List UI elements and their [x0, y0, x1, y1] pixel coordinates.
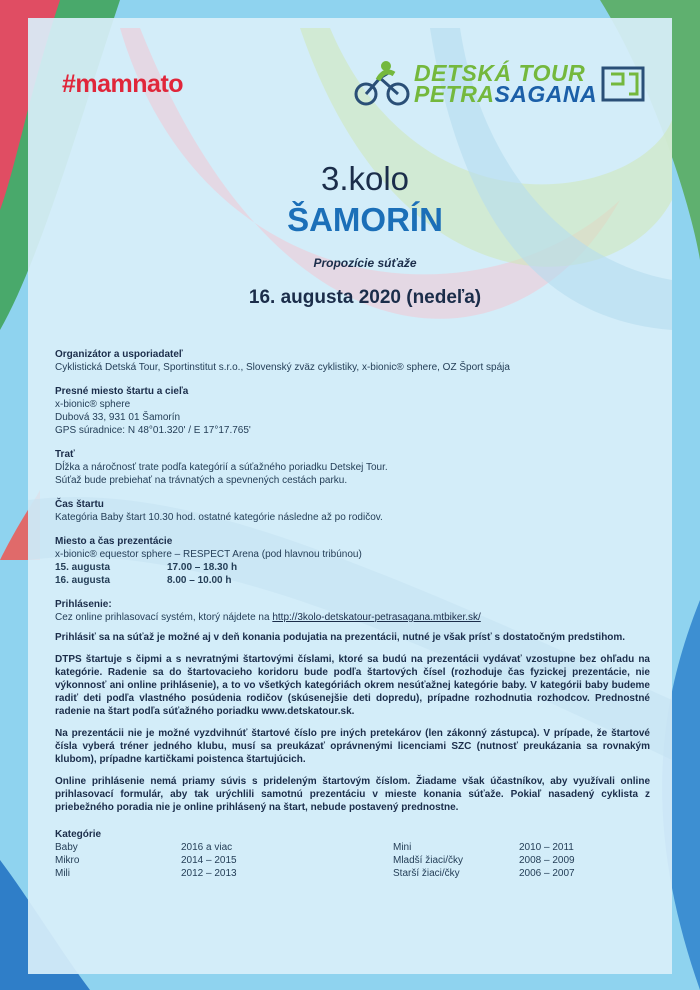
presentation-day: 15. augusta — [55, 562, 111, 573]
track-line: Súťaž bude prebiehať na trávnatých a spevnených cestách parku. — [55, 475, 348, 486]
logo-word-sagana: SAGANA — [494, 81, 598, 107]
round-title: 3.kolo — [320, 160, 410, 197]
categories-heading: Kategórie — [55, 829, 102, 840]
category-years: 2014 – 2015 — [181, 855, 237, 866]
categories-section — [55, 828, 650, 880]
presentation-venue: x-bionic® equestor sphere – RESPECT Arena (pod hlavnou tribúnou) — [55, 549, 362, 560]
logo-title-line2 — [414, 81, 597, 108]
registration-section — [55, 598, 650, 624]
presentation-row — [55, 574, 650, 587]
detska-tour-logo — [352, 58, 647, 108]
registration-heading: Prihlásenie: — [55, 599, 112, 610]
presentation-heading: Miesto a čas prezentácie — [55, 536, 173, 547]
info-paragraph: Online prihlásenie nemá priamy súvis s prideleným štartovým číslom. Žiadame však účastníkov, aby využívali online prihlasovací formulár, aby tak urýchlili samotnú prezentáciu v mieste konania súťaže. Pokiaľ nasadený cyklista z priebežného poradia nie je online prihlásený na štart, nebude postavený prednostne. — [55, 776, 650, 813]
category-name: Baby — [55, 842, 78, 853]
location-line: Dubová 33, 931 01 Šamorín — [55, 412, 181, 423]
registration-text-line — [55, 611, 650, 624]
category-name: Mini — [393, 842, 412, 853]
start-text: Kategória Baby štart 10.30 hod. ostatné kategórie následne až po rodičov. — [55, 512, 383, 523]
start-section — [55, 498, 650, 524]
event-date: 16. augusta 2020 (nedeľa) — [248, 287, 482, 308]
category-years: 2010 – 2011 — [519, 842, 574, 853]
presentation-time: 8.00 – 10.00 h — [167, 575, 232, 586]
organizer-section — [55, 348, 650, 374]
category-row — [55, 867, 393, 880]
registration-text: Cez online prihlasovací systém, ktorý nájdete na — [55, 612, 273, 623]
category-name: Mili — [55, 868, 70, 879]
registration-link[interactable]: http://3kolo-detskatour-petrasagana.mtbiker.sk/ — [272, 612, 481, 623]
location-heading: Presné miesto štartu a cieľa — [55, 386, 189, 397]
start-heading: Čas štartu — [55, 499, 104, 510]
presentation-time: 17.00 – 18.30 h — [167, 562, 238, 573]
category-row — [55, 854, 393, 867]
category-row — [393, 854, 575, 867]
presentation-day: 16. augusta — [55, 575, 111, 586]
track-line: Dĺžka a náročnosť trate podľa kategórií a súťažného poriadku Detskej Tour. — [55, 462, 388, 473]
organizer-heading: Organizátor a usporiadateľ — [55, 349, 183, 360]
presentation-section — [55, 535, 650, 587]
ps-emblem-icon — [599, 64, 647, 104]
location-line: x-bionic® sphere — [55, 399, 131, 410]
categories-table — [55, 841, 650, 880]
categories-left-column — [55, 841, 393, 880]
categories-right-column — [393, 841, 575, 880]
content — [55, 348, 650, 891]
presentation-row — [55, 561, 650, 574]
organizer-text: Cyklistická Detská Tour, Sportinstitut s.r.o., Slovenský zväz cyklistiky, x-bionic® sphere, OZ Šport spája — [55, 362, 510, 373]
subtitle: Propozície súťaže — [313, 256, 417, 270]
mamnato-hashtag: #mamnato — [62, 70, 184, 98]
category-years: 2008 – 2009 — [519, 855, 575, 866]
category-row — [393, 841, 575, 854]
category-name: Starší žiaci/čky — [393, 868, 460, 879]
location-section — [55, 385, 650, 437]
track-heading: Trať — [55, 449, 75, 460]
logo-word-petra: PETRA — [414, 81, 495, 107]
category-row — [393, 867, 575, 880]
category-row — [55, 841, 393, 854]
location-line: GPS súradnice: N 48°01.320' / E 17°17.765' — [55, 425, 251, 436]
category-years: 2006 – 2007 — [519, 868, 575, 879]
info-paragraph: DTPS štartuje s čipmi a s nevratnými štartovými číslami, ktoré sa budú na prezentácii vydávať vzostupne bez ohľadu na kategórie. Radenie sa do štartovacieho koridoru bude podľa štartových čísel (rozhoduje čas fyzickej prezentácie, nie výkonnosť ani online prihlásenie), a to vo všetkých kategóriách okrem nesúťažnej kategórie baby. V kategórii baby budeme radiť deti podľa vlastného posúdenia rodičov (skúsenejšie deti dopredu), prípadne rozhodnutia rozhodcov. Prednostné radenie na štart podľa súťažného poriadku www.detskatour.sk. — [55, 654, 650, 717]
category-years: 2016 a viac — [181, 842, 233, 853]
logo-title-line1: DETSKÁ TOUR — [414, 60, 586, 86]
track-section — [55, 448, 650, 487]
place-title: ŠAMORÍN — [287, 201, 443, 238]
category-name: Mladší žiaci/čky — [393, 855, 464, 866]
category-years: 2012 – 2013 — [181, 868, 237, 879]
info-paragraph: Prihlásiť sa na súťaž je možné aj v deň konania podujatia na prezentácii, nutné je však prísť s dostatočným predstihom. — [55, 632, 626, 643]
category-name: Mikro — [55, 855, 80, 866]
info-paragraph: Na prezentácii nie je možné vyzdvihnúť štartové číslo pre iných pretekárov (len zákonný zástupca). V prípade, že štartové čísla vyberá tréner jedného klubu, musí sa preukázať oprávnenými licenciami SZC (nutnosť preukázania sa rovnakým klubom), prípadne kartičkami poistenca štartujúcich. — [55, 728, 650, 765]
cyclist-icon — [352, 58, 414, 108]
